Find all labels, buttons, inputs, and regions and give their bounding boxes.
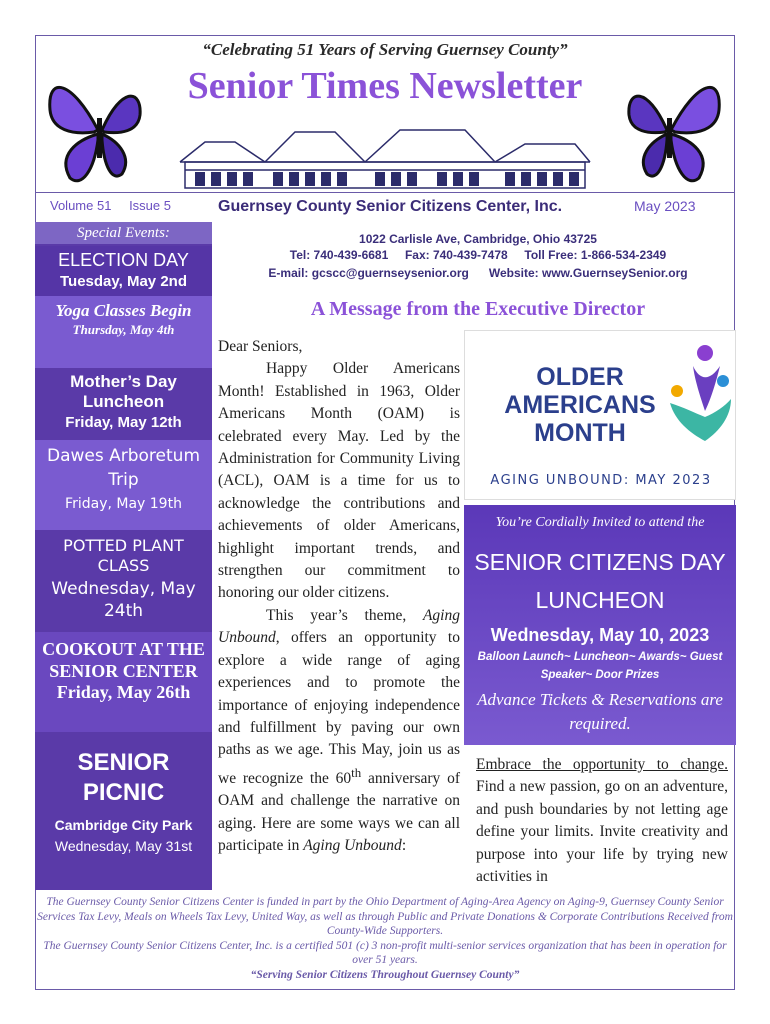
message-heading: A Message from the Executive Director: [310, 298, 646, 320]
embrace-paragraph: [476, 754, 728, 888]
dawes-date: Friday, May 19th: [65, 496, 182, 512]
issue-label: Issue 5: [129, 198, 171, 213]
invite-details: Balloon Launch~ Luncheon~ Awards~ Guest Speaker~ Door Prizes: [477, 651, 723, 681]
footer-slogan: “Serving Senior Citizens Throughout Guernsey County”: [250, 968, 520, 981]
newsletter-title: Senior Times Newsletter: [187, 65, 583, 107]
email-line: [218, 266, 738, 280]
event-yoga: [35, 296, 212, 368]
fax: Fax: 740-439-7478: [404, 248, 508, 262]
oam-figures-icon: [665, 341, 735, 451]
tel: Tel: 740-439-6681: [289, 248, 389, 262]
picnic-title: SENIOR PICNIC: [77, 749, 170, 806]
luncheon-invite: [464, 505, 736, 745]
oam-line-2: AMERICANS: [504, 391, 656, 419]
p2-text-b: , offers an opportunity to explore a wide range of aging experiences and to promote the importance of enjoying independence and fulfillment by paving our own paths as we age. This May, join us as we recognize the 60: [218, 629, 460, 787]
oam-title: [465, 363, 695, 447]
mothers-title: Mother’s Day Luncheon: [70, 372, 177, 411]
embrace-lead: Embrace the opportunity to change.: [476, 756, 728, 773]
event-cookout: [35, 632, 212, 732]
election-title: ELECTION DAY: [58, 250, 189, 270]
potted-date: Wednesday, May 24th: [51, 579, 196, 621]
organization-name: Guernsey County Senior Citizens Center, Inc.: [218, 198, 563, 215]
event-dawes: [35, 440, 212, 530]
building-illustration: [175, 122, 595, 192]
footer-nonprofit: The Guernsey County Senior Citizens Center, Inc. is a certified 501 (c) 3 non-profit multi-senior services organization that has been in operation for over 51 years.: [43, 939, 727, 967]
letter-paragraph-2: [218, 605, 460, 858]
funding-footer: [35, 895, 735, 983]
theme-name: Aging Unbound: [218, 606, 460, 647]
salutation: Dear Seniors,: [218, 338, 303, 355]
potted-title: POTTED PLANT CLASS: [63, 536, 184, 575]
oam-graphic: [464, 330, 736, 500]
volume-issue: [50, 198, 185, 213]
election-date: Tuesday, May 2nd: [60, 273, 187, 290]
oam-footer: AGING UNBOUND: MAY 2023: [490, 473, 712, 488]
letter-paragraph-1: Happy Older Americans Month! Established in 1963, Older Americans Month (OAM) is celebrated every May. Led by the Administration for Community Living (ACL), OAM is a time for us to acknowledge the contributions and achievements of older Americans, highlight important trends, and strengthen our commitment to honoring our older citizens.: [218, 360, 460, 602]
cookout-date: Friday, May 26th: [56, 682, 191, 702]
invite-event: SENIOR CITIZENS DAY LUNCHEON: [474, 549, 726, 613]
email: E-mail: gcscc@guernseysenior.org: [268, 266, 469, 280]
toll-free: Toll Free: 1-866-534-2349: [524, 248, 667, 262]
picnic-place: Cambridge City Park: [54, 817, 193, 833]
event-potted-plant: [35, 530, 212, 630]
masthead-rule: [35, 192, 735, 193]
website: Website: www.GuernseySenior.org: [488, 266, 688, 280]
event-picnic: [35, 734, 212, 890]
invite-date: Wednesday, May 10, 2023: [490, 625, 710, 645]
yoga-title: Yoga Classes Begin: [55, 301, 192, 320]
cookout-title: COOKOUT AT THE SENIOR CENTER: [42, 639, 205, 681]
tagline: “Celebrating 51 Years of Serving Guernsey County”: [202, 40, 568, 59]
oam-line-3: MONTH: [534, 419, 626, 447]
yoga-date: Thursday, May 4th: [72, 322, 175, 337]
picnic-date: Wednesday, May 31st: [54, 838, 193, 854]
issue-date: May 2023: [634, 198, 696, 214]
ordinal-suffix: th: [351, 764, 362, 780]
special-events-sidebar: [35, 222, 212, 890]
volume-label: Volume 51: [50, 198, 112, 213]
dawes-title: Dawes Arboretum Trip: [46, 446, 201, 490]
special-events-heading: Special Events:: [35, 222, 212, 244]
address: 1022 Carlisle Ave, Cambridge, Ohio 43725: [359, 232, 597, 246]
mothers-date: Friday, May 12th: [65, 414, 182, 431]
p2-text-a: This year’s theme,: [266, 606, 423, 624]
director-letter: [218, 336, 460, 858]
p2-text-c: anniversary of OAM and challenge the narrative on aging. Here are some ways we can all participate in: [218, 769, 460, 855]
oam-line-1: OLDER: [536, 363, 624, 391]
footer-funding: The Guernsey County Senior Citizens Center is funded in part by the Ohio Department of Aging-Area Agency on Aging-9, Guernsey County Senior Services Tax Levy, Meals on Wheels Tax Levy, United Way, as well as through Public and Private Donations & Corporate Contributions Received from County-Wide Supporters.: [37, 896, 733, 938]
embrace-body: Find a new passion, go on an adventure, and push boundaries by not letting age define your limits. Invite creativity and purpose into your life by trying new activities in: [476, 778, 728, 886]
invite-intro: You’re Cordially Invited to attend the: [495, 515, 705, 530]
phone-line: [218, 248, 738, 262]
p2-text-d: :: [401, 837, 407, 855]
event-mothers-day: [35, 368, 212, 440]
invite-note: Advance Tickets & Reservations are required.: [477, 690, 723, 733]
theme-name-2: Aging Unbound: [303, 837, 402, 855]
